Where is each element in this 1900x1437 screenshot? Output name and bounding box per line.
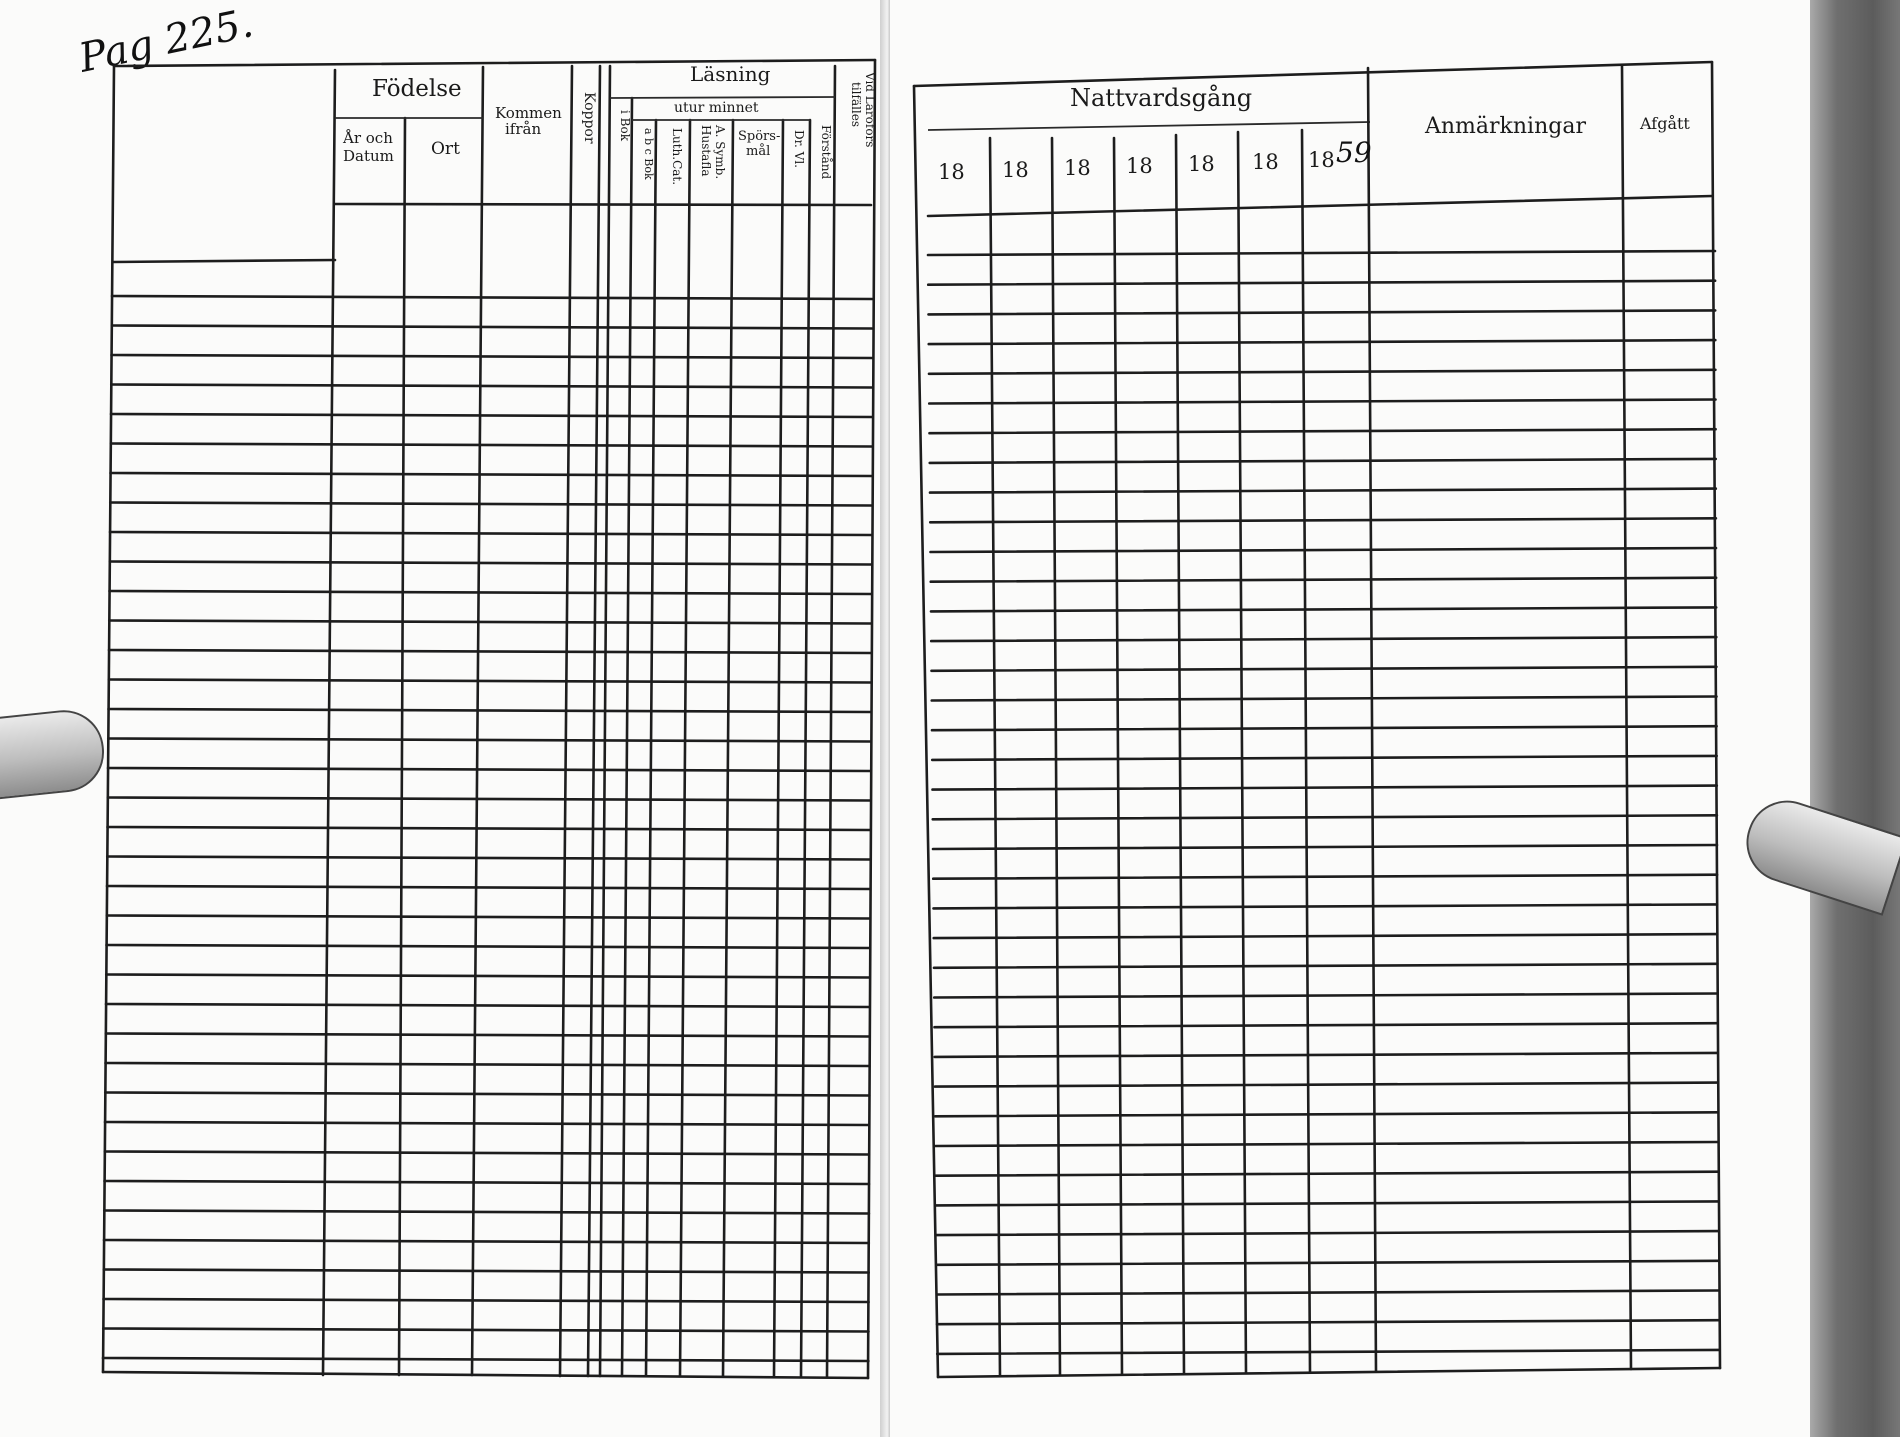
left-row-line xyxy=(111,414,872,417)
right-row-line xyxy=(932,756,1716,760)
left-row-line xyxy=(110,532,871,535)
year-col-6: 18 xyxy=(1252,150,1279,174)
header-kommen: Kommen xyxy=(495,104,562,122)
header-abc-bok: a b c Bok xyxy=(642,128,655,180)
right-row-line xyxy=(930,429,1716,433)
left-row-line xyxy=(107,945,870,948)
header-afgatt: Afgått xyxy=(1640,114,1690,133)
header-lasning: Läsning xyxy=(690,62,771,86)
year-col-1: 18 xyxy=(938,160,965,184)
header-datum: Datum xyxy=(343,147,394,165)
right-row-line xyxy=(929,400,1715,404)
left-row-line xyxy=(111,385,871,388)
left-row-line xyxy=(108,768,870,771)
right-row-line xyxy=(937,1291,1719,1295)
right-row-line xyxy=(937,1350,1718,1354)
header-anmarkningar: Anmärkningar xyxy=(1425,114,1586,139)
left-row-line xyxy=(109,709,871,712)
right-row-line xyxy=(933,815,1717,819)
left-row-line xyxy=(108,827,871,830)
right-top-border xyxy=(914,62,1712,86)
right-row-line xyxy=(936,1231,1718,1235)
left-row-line xyxy=(108,798,871,801)
left-row-line xyxy=(105,1093,869,1096)
year-col-7: 18 xyxy=(1308,148,1335,172)
left-row-line xyxy=(105,1181,870,1184)
left-row-line xyxy=(108,739,870,742)
right-row-line xyxy=(928,251,1715,255)
right-row-lines xyxy=(928,251,1719,1354)
header-fodelse: Födelse xyxy=(372,76,462,102)
right-row-line xyxy=(934,994,1717,998)
right-row-line xyxy=(932,667,1717,671)
left-bottom-border xyxy=(103,1372,868,1378)
book-cover-edge xyxy=(1810,0,1900,1437)
right-row-line xyxy=(928,281,1715,285)
year-col-2: 18 xyxy=(1002,158,1029,182)
left-outer-right-border xyxy=(868,60,875,1378)
right-row-line xyxy=(936,1201,1718,1205)
page-number-annotation: Pag 225. xyxy=(75,0,258,82)
header-i-bok: i Bok xyxy=(618,110,632,141)
header-utur-minnet: utur minnet xyxy=(674,100,759,116)
right-row-line xyxy=(937,1261,1719,1265)
header-ort: Ort xyxy=(431,139,460,159)
right-bottom-border xyxy=(938,1368,1720,1377)
left-row-line xyxy=(109,650,871,653)
left-row-line xyxy=(111,444,872,447)
left-row-line xyxy=(112,326,872,329)
header-dr-vl: Dr. Vl. xyxy=(792,130,806,168)
right-row-line xyxy=(934,964,1717,968)
right-row-line xyxy=(933,845,1717,849)
right-row-line xyxy=(930,518,1716,522)
left-row-line xyxy=(110,503,871,506)
header-ifran: ifrån xyxy=(505,120,542,138)
header-spors: Spörs- xyxy=(738,129,781,144)
right-row-line xyxy=(935,1112,1718,1116)
header-mal: mål xyxy=(746,144,771,159)
left-row-line xyxy=(107,857,870,860)
left-page-grid xyxy=(0,0,886,1437)
right-row-line xyxy=(931,637,1716,641)
left-row-line xyxy=(106,1063,870,1066)
left-row-lines xyxy=(103,296,872,1361)
left-row-line xyxy=(111,473,872,476)
left-row-line xyxy=(105,1122,869,1125)
left-row-line xyxy=(103,1358,868,1361)
header-ar-och: År och xyxy=(343,129,393,147)
header-vid-larors: Vid Läroförs xyxy=(863,72,877,148)
right-row-line xyxy=(935,1023,1718,1027)
left-row-line xyxy=(112,296,872,299)
right-row-line xyxy=(933,875,1717,879)
right-row-line xyxy=(936,1172,1718,1176)
left-register-page xyxy=(0,0,887,1437)
right-row-line xyxy=(936,1142,1719,1146)
header-forstand: Förstånd xyxy=(819,125,833,180)
header-luth-cat: Luth.Cat. xyxy=(670,128,684,186)
right-row-line xyxy=(937,1320,1719,1324)
header-tilfalles: tilfälles xyxy=(849,82,863,128)
right-row-line xyxy=(932,726,1717,730)
left-row-line xyxy=(106,1034,870,1037)
header-nattvardsgang: Nattvardsgång xyxy=(1070,84,1253,112)
right-row-line xyxy=(930,489,1716,493)
right-row-line xyxy=(930,459,1716,463)
right-row-line xyxy=(929,340,1716,344)
right-outer-left-border xyxy=(914,86,938,1377)
header-a-symb: A. Symb. xyxy=(713,125,727,180)
left-row-line xyxy=(109,621,871,624)
right-row-line xyxy=(931,578,1716,582)
right-row-line xyxy=(929,370,1715,374)
right-row-line xyxy=(934,934,1718,938)
header-koppor: Koppor xyxy=(581,92,597,144)
left-row-line xyxy=(110,562,871,565)
right-row-line xyxy=(932,697,1717,701)
right-page-grid xyxy=(890,0,1850,1437)
right-row-line xyxy=(929,310,1716,314)
right-row-line xyxy=(931,548,1717,552)
right-row-line xyxy=(933,786,1717,790)
left-row-line xyxy=(107,916,870,919)
left-row-line xyxy=(109,680,871,683)
left-row-line xyxy=(104,1299,869,1302)
header-hustafla: Hustafla xyxy=(699,125,713,177)
left-row-line xyxy=(106,1004,870,1007)
year-col-3: 18 xyxy=(1064,156,1091,180)
right-row-line xyxy=(935,1083,1718,1087)
left-row-line xyxy=(105,1152,869,1155)
left-row-line xyxy=(104,1211,869,1214)
right-register-page xyxy=(890,0,1850,1437)
left-header-bottom xyxy=(335,204,871,205)
year-col-5: 18 xyxy=(1188,152,1215,176)
year-col-4: 18 xyxy=(1126,154,1153,178)
right-header-bottom xyxy=(928,196,1712,216)
left-row-line xyxy=(110,591,872,594)
left-row-line xyxy=(107,886,870,889)
year-col-7-handwritten: 59 xyxy=(1336,136,1372,169)
left-row-line xyxy=(104,1270,869,1273)
left-row-line xyxy=(104,1240,869,1243)
left-row-line xyxy=(103,1329,868,1332)
right-row-line xyxy=(931,607,1716,611)
right-row-line xyxy=(935,1053,1718,1057)
left-row-line xyxy=(106,975,869,978)
right-row-line xyxy=(934,904,1718,908)
left-row-line xyxy=(112,355,872,358)
